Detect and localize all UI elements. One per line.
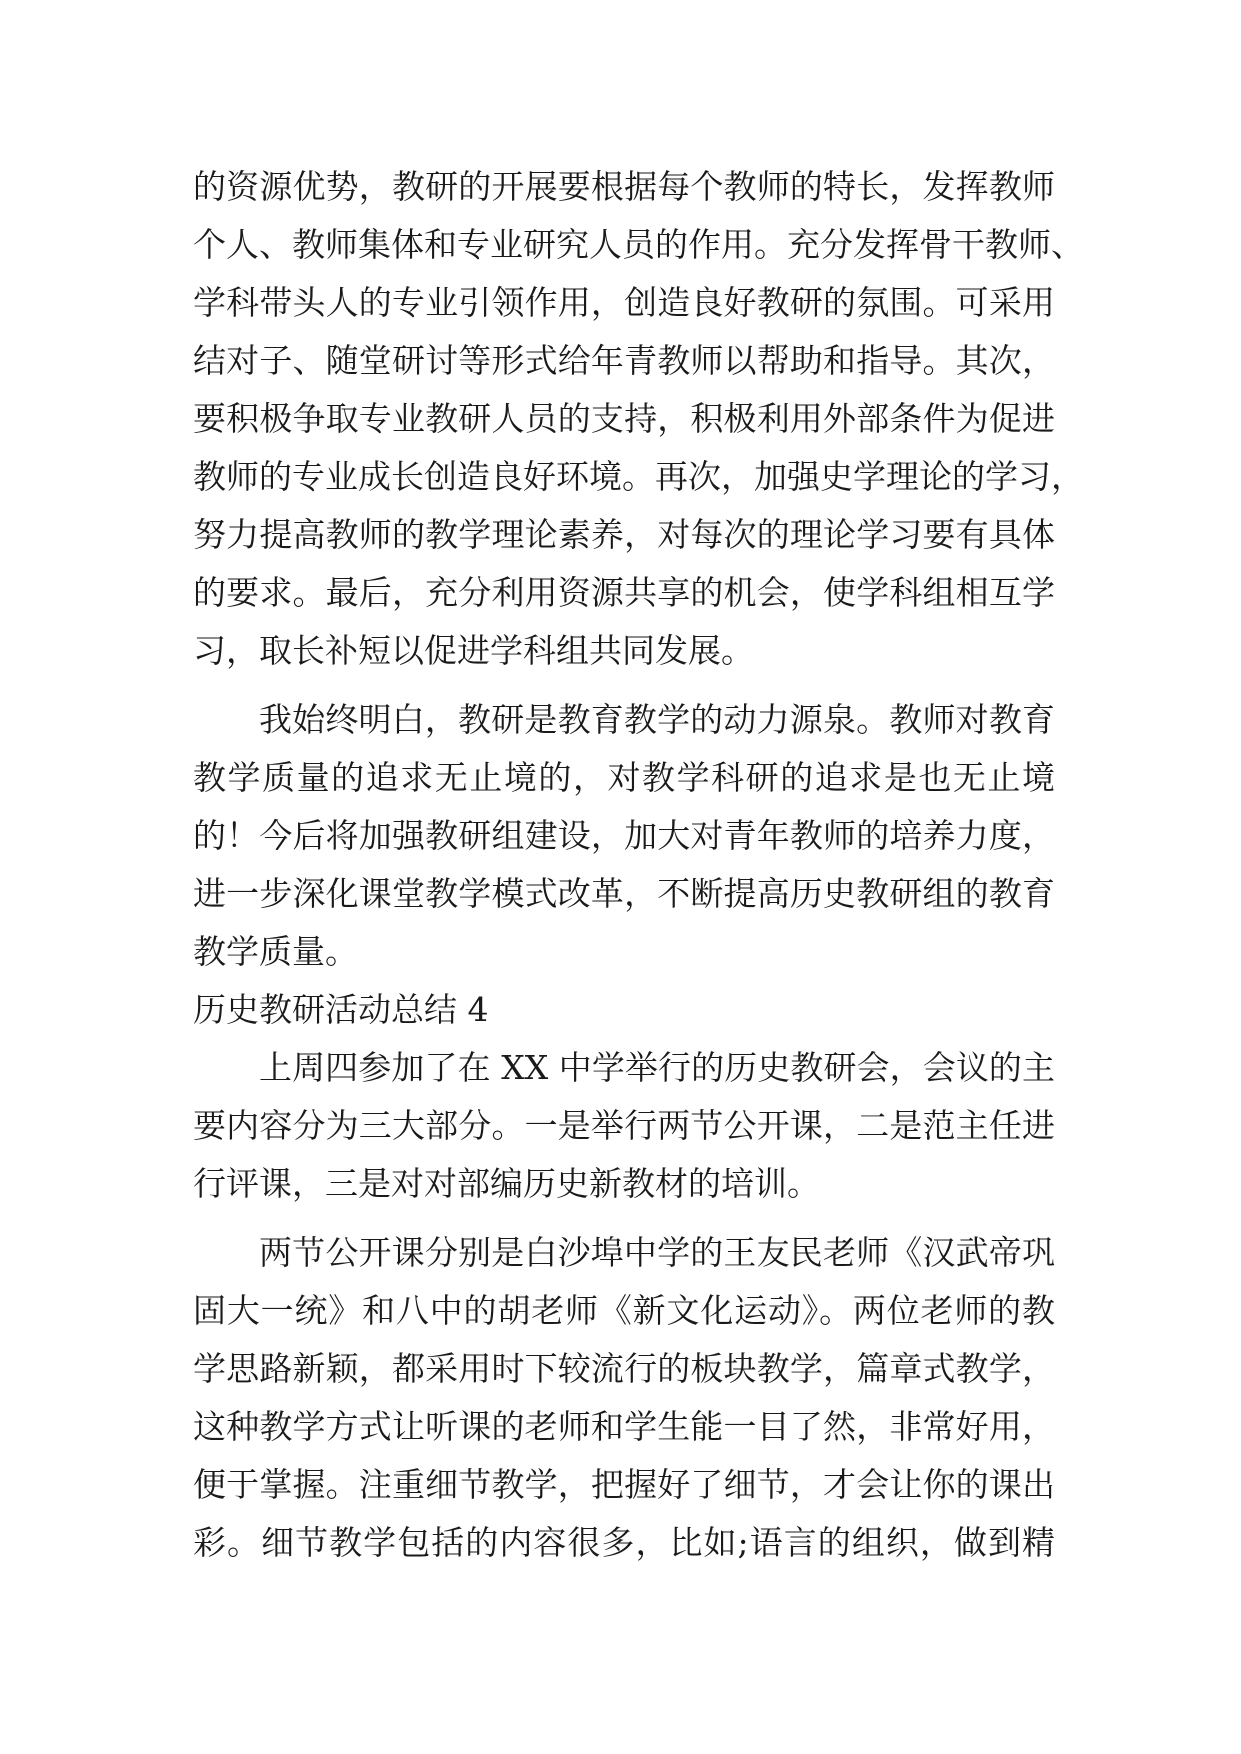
section-heading bbox=[193, 981, 1055, 1039]
section-heading-text: 历史教研活动总结 4 bbox=[193, 990, 489, 1029]
paragraph bbox=[193, 158, 1084, 680]
text-line: 的！今后将加强教研组建设，加大对青年教师的培养力度， bbox=[193, 816, 1055, 855]
text-line: 固大一统》和八中的胡老师《新文化运动》。两位老师的教 bbox=[193, 1291, 1055, 1330]
paragraph bbox=[193, 1224, 1055, 1572]
text-line: 要内容分为三大部分。一是举行两节公开课，二是范主任进 bbox=[193, 1106, 1055, 1145]
text-line: 教学质量的追求无止境的，对教学科研的追求是也无止境 bbox=[193, 758, 1055, 797]
text-line: 行评课，三是对对部编历史新教材的培训。 bbox=[193, 1164, 820, 1203]
text-line: 便于掌握。注重细节教学，把握好了细节，才会让你的课出 bbox=[193, 1465, 1055, 1504]
text-line: 两节公开课分别是白沙埠中学的王友民老师《汉武帝巩 bbox=[259, 1233, 1055, 1272]
text-line: 的资源优势，教研的开展要根据每个教师的特长，发挥教师 bbox=[193, 167, 1055, 206]
paragraph bbox=[193, 1039, 1055, 1213]
paragraph bbox=[193, 691, 1055, 981]
text-line: 进一步深化课堂教学模式改革，不断提高历史教研组的教育 bbox=[193, 874, 1055, 913]
text-line: 教学质量。 bbox=[193, 932, 358, 971]
text-line: 努力提高教师的教学理论素养，对每次的理论学习要有具体 bbox=[193, 515, 1055, 554]
text-line: 上周四参加了在 XX 中学举行的历史教研会，会议的主 bbox=[259, 1048, 1055, 1087]
text-line: 我始终明白，教研是教育教学的动力源泉。教师对教育 bbox=[259, 700, 1055, 739]
text-line: 结对子、随堂研讨等形式给年青教师以帮助和指导。其次， bbox=[193, 341, 1055, 380]
text-line: 彩。细节教学包括的内容很多，比如;语言的组织，做到精 bbox=[193, 1523, 1055, 1562]
text-line: 学科带头人的专业引领作用，创造良好教研的氛围。可采用 bbox=[193, 283, 1055, 322]
text-line: 个人、教师集体和专业研究人员的作用。充分发挥骨干教师、 bbox=[193, 225, 1084, 264]
text-line: 学思路新颖，都采用时下较流行的板块教学，篇章式教学， bbox=[193, 1349, 1055, 1388]
document-body bbox=[193, 158, 1084, 1572]
text-line: 这种教学方式让听课的老师和学生能一目了然，非常好用， bbox=[193, 1407, 1055, 1446]
text-line: 习，取长补短以促进学科组共同发展。 bbox=[193, 631, 754, 670]
text-line: 的要求。最后，充分利用资源共享的机会，使学科组相互学 bbox=[193, 573, 1055, 612]
text-line: 要积极争取专业教研人员的支持，积极利用外部条件为促进 bbox=[193, 399, 1055, 438]
text-line: 教师的专业成长创造良好环境。再次，加强史学理论的学习， bbox=[193, 457, 1084, 496]
